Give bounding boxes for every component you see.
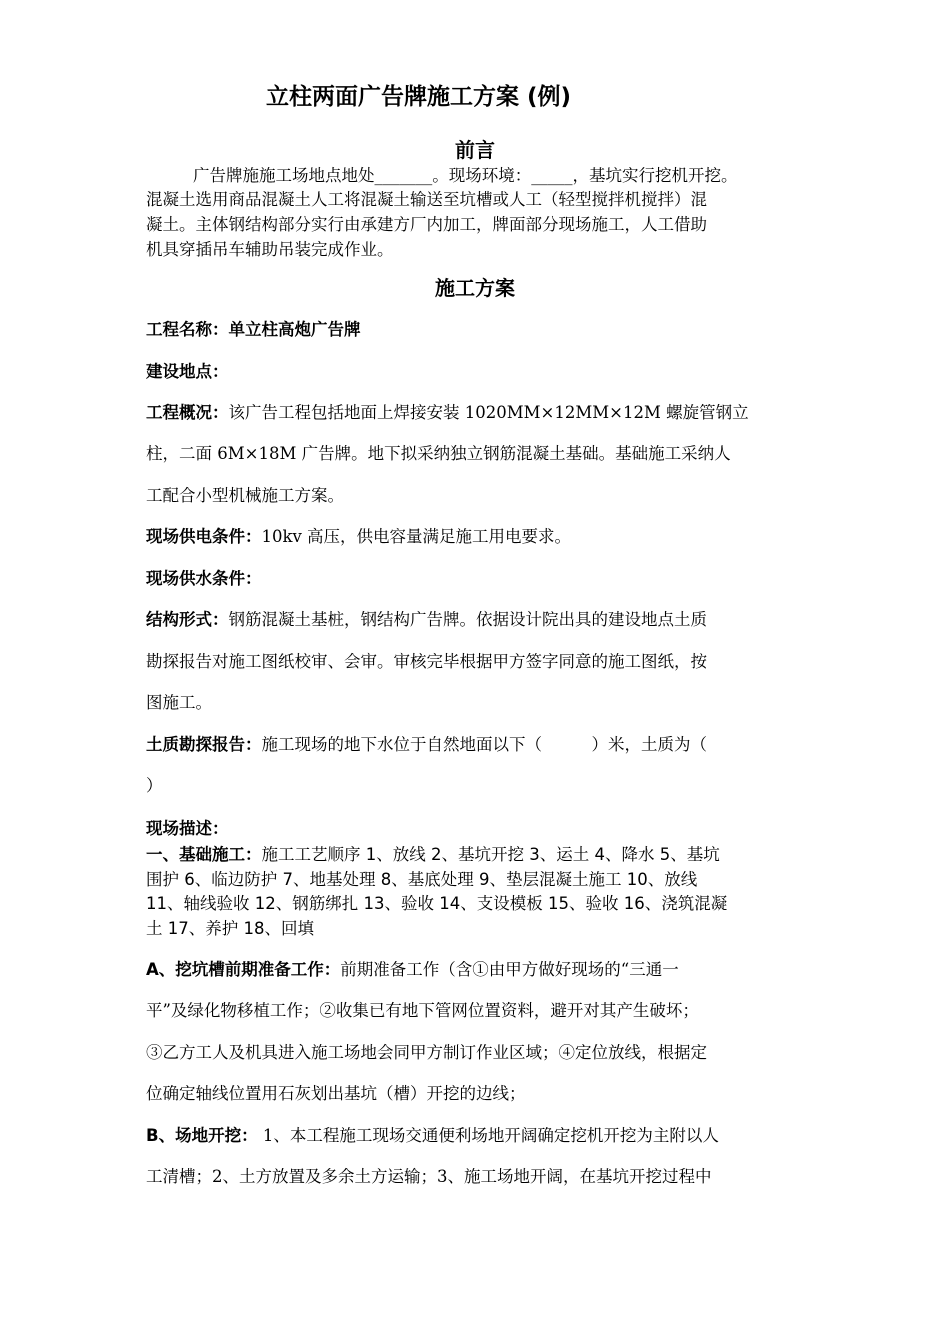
prep-line-1: 前期准备工作（含①由甲方做好现场的“三通一 [340, 960, 679, 979]
structure-line-1: 钢筋混凝土基桩，钢结构广告牌。依据设计院出具的建设地点土质 [228, 610, 707, 629]
preface-line-1: 广告牌施施工场地点地处_______。现场环境：_____，基坑实行挖机开挖。 [193, 166, 738, 185]
project-name-row [146, 316, 810, 340]
overview-label: 工程概况： [146, 403, 229, 422]
prep-line-4: 位确定轴线位置用石灰划出基坑（槽）开挖的边线； [146, 1084, 526, 1103]
foundation-line-4: 土 17、养护 18、回填 [146, 919, 314, 938]
power-value: 10kv 高压，供电容量满足施工用电要求。 [261, 527, 572, 546]
structure-line-3: 图施工。 [146, 693, 212, 712]
prep-line-2: 平”及绿化物移植工作；②收集已有地下管网位置资料，避开对其产生破坏； [146, 1001, 699, 1020]
soil-label: 土质勘探报告： [146, 735, 262, 754]
excavation-row-1 [146, 1122, 810, 1146]
prep-line-3: ③乙方工人及机具进入施工场地会同甲方制订作业区域；④定位放线，根据定 [146, 1043, 707, 1062]
prep-label: A、挖坑槽前期准备工作： [146, 960, 341, 979]
location-row [146, 358, 810, 382]
water-label: 现场供水条件： [146, 569, 262, 588]
foundation-line-1: 施工工艺顺序 1、放线 2、基坑开挖 3、运土 4、降水 5、基坑 [261, 845, 720, 864]
soil-row-1 [146, 731, 810, 755]
water-row [146, 565, 810, 589]
plan-heading: 施工方案 [435, 276, 515, 300]
overview-line-3: 工配合小型机械施工方案。 [146, 486, 344, 505]
structure-label: 结构形式： [146, 610, 229, 629]
project-name-label: 工程名称： [146, 320, 229, 339]
site-desc-label: 现场描述： [146, 819, 229, 838]
preface-line-2: 混凝土选用商品混凝土人工将混凝土输送至坑槽或人工（轻型搅拌机搅拌）混 [146, 190, 707, 209]
power-row [146, 523, 810, 547]
overview-line-2: 柱，二面 6M×18M 广告牌。地下拟采纳独立钢筋混凝土基础。基础施工采纳人 [146, 444, 731, 463]
prep-row-1 [146, 956, 810, 980]
foundation-line-2: 围护 6、临边防护 7、地基处理 8、基底处理 9、垫层混凝土施工 10、放线 [146, 870, 698, 889]
structure-line-2: 勘探报告对施工图纸校审、会审。审核完毕根据甲方签字同意的施工图纸，按 [146, 652, 707, 671]
site-desc-row [146, 815, 810, 839]
preface-line-4: 机具穿插吊车辅助吊装完成作业。 [146, 240, 394, 259]
document-title: 立柱两面广告牌施工方案 (例) [266, 84, 572, 110]
location-label: 建设地点： [146, 362, 229, 381]
preface-heading: 前言 [455, 138, 495, 162]
foundation-label: 一、基础施工： [146, 845, 262, 864]
soil-line-2: ） [146, 776, 163, 795]
excavation-line-1: 1、本工程施工现场交通便利场地开阔确定挖机开挖为主附以人 [257, 1126, 719, 1145]
soil-line-1: 施工现场的地下水位于自然地面以下（ ）米，土质为（ [261, 735, 707, 754]
project-name-value: 单立柱高炮广告牌 [228, 320, 361, 339]
excavation-line-2: 工清槽；2、土方放置及多余土方运输；3、施工场地开阔，在基坑开挖过程中 [146, 1167, 712, 1186]
overview-line-1: 该广告工程包括地面上焊接安装 1020MM×12MM×12M 螺旋管钢立 [228, 403, 749, 422]
foundation-row-1 [146, 841, 810, 865]
structure-row-1 [146, 606, 810, 630]
overview-row-1 [146, 399, 810, 423]
excavation-label: B、场地开挖： [146, 1126, 258, 1145]
foundation-line-3: 11、轴线验收 12、钢筋绑扎 13、验收 14、支设模板 15、验收 16、浇筑混凝 [146, 894, 728, 913]
preface-line-3: 凝土。主体钢结构部分实行由承建方厂内加工，牌面部分现场施工，人工借助 [146, 215, 707, 234]
power-label: 现场供电条件： [146, 527, 262, 546]
